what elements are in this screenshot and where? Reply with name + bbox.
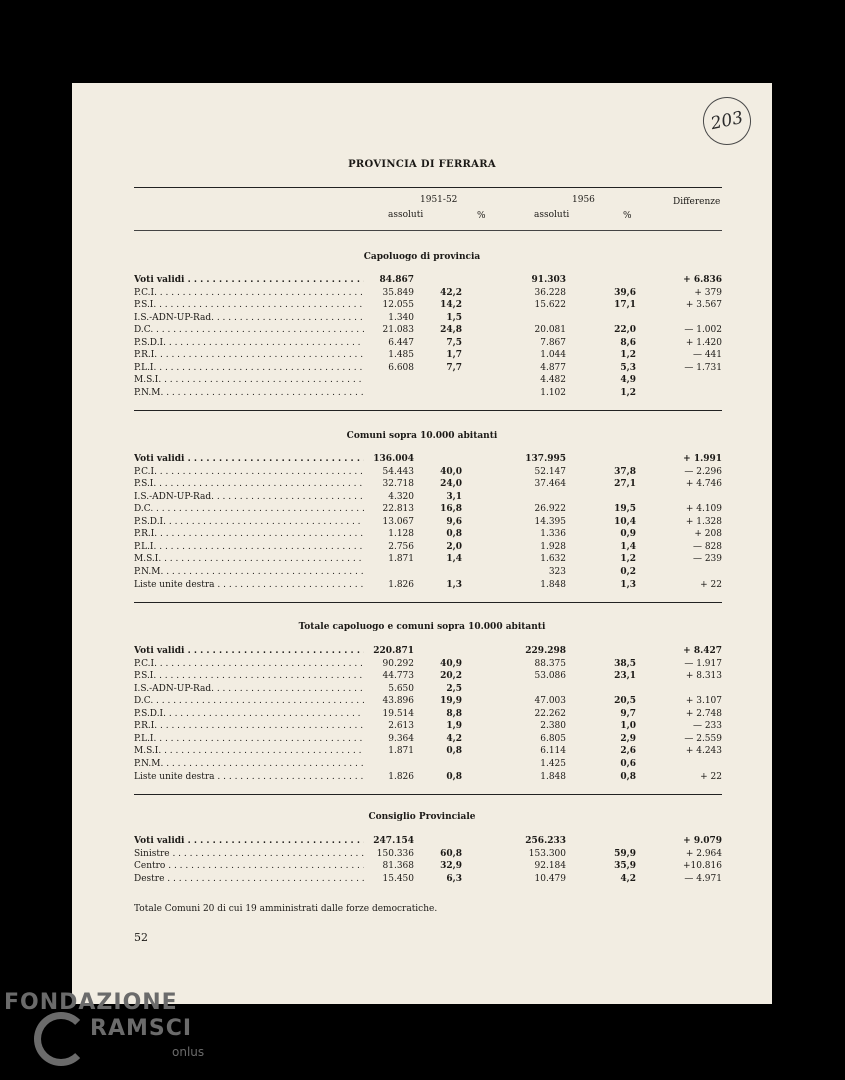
- pct-1956: 10,4: [614, 516, 636, 527]
- pct-1951: 2,0: [446, 541, 462, 552]
- handwritten-page-number: 203: [699, 93, 756, 150]
- row-label: P.C.I. . . .: [134, 287, 364, 299]
- table-row: [134, 324, 722, 336]
- table-row: [134, 503, 722, 515]
- pct-1956: 0,6: [620, 758, 636, 769]
- difference: + 2.748: [685, 708, 722, 719]
- row-label: P.R.I. . . .: [134, 349, 364, 361]
- pct-1951: 1,4: [446, 554, 462, 565]
- votes-1956: 22.262: [534, 708, 566, 719]
- row-label: Voti validi . . .: [134, 274, 364, 286]
- table-row: [134, 466, 722, 478]
- votes-1956: 88.375: [534, 658, 566, 669]
- votes-1951: 54.443: [382, 466, 414, 477]
- votes-1956: 4.877: [540, 362, 566, 373]
- table-row: [134, 478, 722, 490]
- pct-1956: 0,9: [620, 529, 636, 540]
- pct-1956: 20,5: [614, 696, 636, 707]
- pct-1956: 59,9: [614, 848, 636, 859]
- row-label: P.S.I. . . .: [134, 299, 364, 311]
- row-label: P.L.I. . . .: [134, 733, 364, 745]
- pct-1956: 22,0: [614, 325, 636, 336]
- votes-1951: 1.826: [388, 771, 414, 782]
- votes-1956: 14.395: [534, 516, 566, 527]
- difference: + 22: [700, 771, 722, 782]
- pct-1951: 7,5: [446, 337, 462, 348]
- votes-1951: 247.154: [373, 836, 414, 846]
- table-row: [134, 274, 722, 286]
- difference: + 4.243: [685, 746, 722, 757]
- votes-1951: 2.613: [388, 721, 414, 732]
- votes-1951: 220.871: [373, 646, 414, 656]
- votes-1951: 4.320: [388, 491, 414, 502]
- difference: — 1.917: [684, 658, 722, 669]
- difference: + 4.746: [685, 479, 722, 490]
- difference: + 2.964: [685, 848, 722, 859]
- pct-1951: 1,7: [446, 350, 462, 361]
- page-number: 52: [134, 931, 148, 944]
- pct-1951: 6,3: [446, 873, 462, 884]
- votes-1951: 2.756: [388, 541, 414, 552]
- votes-1951: 19.514: [382, 708, 414, 719]
- votes-1951: 1.826: [388, 579, 414, 590]
- votes-1951: 21.083: [382, 325, 414, 336]
- table-row: [134, 733, 722, 745]
- section-rule: [134, 794, 722, 795]
- pct-1956: 4,2: [620, 873, 636, 884]
- table-row: [134, 387, 722, 399]
- row-label: I.S.-ADN-UP-Rad. . . .: [134, 491, 364, 503]
- table-row: [134, 873, 722, 885]
- header-year-1: 1951-52: [420, 195, 458, 205]
- row-label: I.S.-ADN-UP-Rad. . . .: [134, 312, 364, 324]
- row-label: P.S.D.I. . . .: [134, 516, 364, 528]
- votes-1951: 22.813: [382, 504, 414, 515]
- pct-1956: 27,1: [614, 479, 636, 490]
- table-row: [134, 349, 722, 361]
- votes-1956: 1.044: [540, 350, 566, 361]
- pct-1956: 4,9: [620, 375, 636, 386]
- table-row: [134, 860, 722, 872]
- table-row: [134, 287, 722, 299]
- pct-1956: 0,8: [620, 771, 636, 782]
- votes-1951: 6.608: [388, 362, 414, 373]
- difference: — 1.002: [684, 325, 722, 336]
- pct-1951: 1,3: [446, 579, 462, 590]
- pct-1951: 24,8: [440, 325, 462, 336]
- row-label: M.S.I. . . .: [134, 374, 364, 386]
- votes-1956: 256.233: [525, 836, 566, 846]
- votes-1956: 1.102: [540, 387, 566, 398]
- row-label: P.S.D.I. . . .: [134, 337, 364, 349]
- pct-1956: 0,2: [620, 566, 636, 577]
- section-title: Capoluogo di provincia: [363, 252, 481, 262]
- pct-1951: 8,8: [446, 708, 462, 719]
- row-label: Destre . . .: [134, 873, 364, 885]
- difference: + 6.836: [683, 275, 722, 285]
- pct-1956: 1,0: [620, 721, 636, 732]
- votes-1951: 6.447: [388, 337, 414, 348]
- votes-1956: 1.425: [540, 758, 566, 769]
- difference: + 22: [700, 579, 722, 590]
- header-abs-1: assoluti: [388, 210, 424, 220]
- table-row: [134, 745, 722, 757]
- row-label: P.N.M. . . .: [134, 387, 364, 399]
- section-title: Comuni sopra 10.000 abitanti: [346, 431, 498, 441]
- difference: + 1.420: [685, 337, 722, 348]
- table-row: [134, 566, 722, 578]
- logo-line-1: FONDAZIONE: [4, 990, 178, 1015]
- document-page: [72, 83, 772, 1004]
- difference: + 208: [694, 529, 722, 540]
- row-label: P.L.I. . . .: [134, 362, 364, 374]
- pct-1956: 1,2: [620, 387, 636, 398]
- row-label: Liste unite destra . . .: [134, 771, 364, 783]
- table-row: [134, 337, 722, 349]
- row-label: P.S.D.I. . . .: [134, 708, 364, 720]
- votes-1956: 6.805: [540, 733, 566, 744]
- table-row: [134, 553, 722, 565]
- row-label: P.N.M. . . .: [134, 566, 364, 578]
- row-label: Voti validi . . .: [134, 835, 364, 847]
- header-year-2: 1956: [572, 195, 595, 205]
- section-rule: [134, 410, 722, 411]
- table-row: [134, 645, 722, 657]
- votes-1951: 5.650: [388, 683, 414, 694]
- row-label: P.S.I. . . .: [134, 478, 364, 490]
- pct-1956: 5,3: [620, 362, 636, 373]
- pct-1951: 20,2: [440, 671, 462, 682]
- table-row: [134, 374, 722, 386]
- table-row: [134, 835, 722, 847]
- votes-1951: 150.336: [376, 848, 414, 859]
- pct-1951: 0,8: [446, 746, 462, 757]
- pct-1956: 2,6: [620, 746, 636, 757]
- table-row: [134, 453, 722, 465]
- table-row: [134, 528, 722, 540]
- table-row: [134, 312, 722, 324]
- votes-1951: 43.896: [382, 696, 414, 707]
- difference: — 828: [692, 541, 722, 552]
- votes-1956: 1.632: [540, 554, 566, 565]
- pct-1956: 1,2: [620, 554, 636, 565]
- pct-1956: 1,2: [620, 350, 636, 361]
- pct-1956: 35,9: [614, 861, 636, 872]
- votes-1951: 9.364: [388, 733, 414, 744]
- table-row: [134, 670, 722, 682]
- table-row: [134, 771, 722, 783]
- difference: — 4.971: [684, 873, 722, 884]
- votes-1951: 35.849: [382, 287, 414, 298]
- table-row: [134, 299, 722, 311]
- row-label: Centro . . .: [134, 860, 364, 872]
- table-row: [134, 541, 722, 553]
- row-label: P.R.I. . . .: [134, 720, 364, 732]
- row-label: P.R.I. . . .: [134, 528, 364, 540]
- row-label: P.C.I. . . .: [134, 658, 364, 670]
- section-title: Consiglio Provinciale: [368, 812, 476, 822]
- table-row: [134, 516, 722, 528]
- votes-1956: 20.081: [534, 325, 566, 336]
- votes-1951: 12.055: [382, 300, 414, 311]
- votes-1951: 84.867: [379, 275, 414, 285]
- pct-1951: 7,7: [446, 362, 462, 373]
- row-label: P.N.M. . . .: [134, 758, 364, 770]
- header-abs-2: assoluti: [534, 210, 570, 220]
- votes-1951: 1.340: [388, 312, 414, 323]
- votes-1951: 81.368: [382, 861, 414, 872]
- pct-1951: 16,8: [440, 504, 462, 515]
- votes-1956: 10.479: [534, 873, 566, 884]
- votes-1956: 1.848: [540, 771, 566, 782]
- difference: + 9.079: [683, 836, 722, 846]
- difference: — 239: [692, 554, 722, 565]
- row-label: D.C. . . .: [134, 324, 364, 336]
- difference: — 441: [692, 350, 722, 361]
- row-label: Voti validi . . .: [134, 645, 364, 657]
- votes-1956: 47.003: [534, 696, 566, 707]
- row-label: M.S.I. . . .: [134, 745, 364, 757]
- votes-1951: 1.871: [388, 746, 414, 757]
- difference: +10.816: [682, 861, 722, 872]
- pct-1951: 32,9: [440, 861, 462, 872]
- pct-1951: 1,9: [446, 721, 462, 732]
- table-row: [134, 658, 722, 670]
- row-label: P.S.I. . . .: [134, 670, 364, 682]
- pct-1951: 24,0: [440, 479, 462, 490]
- difference: — 2.559: [684, 733, 722, 744]
- difference: + 1.328: [685, 516, 722, 527]
- votes-1951: 1.128: [388, 529, 414, 540]
- difference: + 8.313: [685, 671, 722, 682]
- votes-1956: 153.300: [528, 848, 566, 859]
- table-row: [134, 695, 722, 707]
- pct-1956: 1,4: [620, 541, 636, 552]
- votes-1956: 4.482: [540, 375, 566, 386]
- row-label: Sinistre . . .: [134, 848, 364, 860]
- votes-1951: 90.292: [382, 658, 414, 669]
- header-pct-1: %: [477, 211, 486, 221]
- pct-1956: 17,1: [614, 300, 636, 311]
- table-row: [134, 683, 722, 695]
- table-row: [134, 758, 722, 770]
- pct-1956: 19,5: [614, 504, 636, 515]
- pct-1951: 0,8: [446, 529, 462, 540]
- difference: + 8.427: [683, 646, 722, 656]
- votes-1956: 1.848: [540, 579, 566, 590]
- pct-1956: 37,8: [614, 466, 636, 477]
- votes-1956: 7.867: [540, 337, 566, 348]
- pct-1956: 2,9: [620, 733, 636, 744]
- difference: — 1.731: [684, 362, 722, 373]
- logo-line-2: RAMSCI: [90, 1016, 193, 1041]
- section-title: Totale capoluogo e comuni sopra 10.000 abitanti: [298, 622, 546, 632]
- pct-1951: 60,8: [440, 848, 462, 859]
- row-label: M.S.I. . . .: [134, 553, 364, 565]
- pct-1956: 9,7: [620, 708, 636, 719]
- row-label: I.S.-ADN-UP-Rad. . . .: [134, 683, 364, 695]
- votes-1956: 323: [548, 566, 566, 577]
- pct-1951: 4,2: [446, 733, 462, 744]
- fondazione-gramsci-logo: [4, 990, 224, 1080]
- pct-1951: 2,5: [446, 683, 462, 694]
- votes-1956: 36.228: [534, 287, 566, 298]
- header-bottom-rule: [134, 230, 722, 231]
- pct-1951: 42,2: [440, 287, 462, 298]
- votes-1956: 92.184: [534, 861, 566, 872]
- difference: + 4.109: [685, 504, 722, 515]
- votes-1956: 52.147: [534, 466, 566, 477]
- votes-1956: 91.303: [531, 275, 566, 285]
- votes-1956: 1.928: [540, 541, 566, 552]
- pct-1951: 14,2: [440, 300, 462, 311]
- header-pct-2: %: [623, 211, 632, 221]
- difference: — 2.296: [684, 466, 722, 477]
- difference: + 379: [694, 287, 722, 298]
- pct-1951: 1,5: [446, 312, 462, 323]
- table-row: [134, 491, 722, 503]
- table-row: [134, 708, 722, 720]
- votes-1956: 53.086: [534, 671, 566, 682]
- pct-1956: 1,3: [620, 579, 636, 590]
- pct-1951: 40,0: [440, 466, 462, 477]
- pct-1956: 39,6: [614, 287, 636, 298]
- footnote: Totale Comuni 20 di cui 19 amministrati dalle forze democratiche.: [134, 904, 438, 914]
- table-row: [134, 720, 722, 732]
- logo-g-mark: [34, 1012, 88, 1066]
- votes-1951: 44.773: [382, 671, 414, 682]
- row-label: D.C. . . .: [134, 503, 364, 515]
- votes-1951: 136.004: [373, 454, 414, 464]
- pct-1956: 38,5: [614, 658, 636, 669]
- votes-1956: 15.622: [534, 300, 566, 311]
- votes-1951: 15.450: [382, 873, 414, 884]
- votes-1956: 229.298: [525, 646, 566, 656]
- votes-1951: 32.718: [382, 479, 414, 490]
- row-label: D.C. . . .: [134, 695, 364, 707]
- votes-1956: 26.922: [534, 504, 566, 515]
- votes-1951: 1.485: [388, 350, 414, 361]
- row-label: P.C.I. . . .: [134, 466, 364, 478]
- header-top-rule: [134, 187, 722, 188]
- header-differences: Differenze: [673, 197, 721, 207]
- difference: + 3.107: [685, 696, 722, 707]
- pct-1951: 40,9: [440, 658, 462, 669]
- pct-1956: 23,1: [614, 671, 636, 682]
- difference: + 3.567: [685, 300, 722, 311]
- table-row: [134, 362, 722, 374]
- section-rule: [134, 602, 722, 603]
- pct-1951: 9,6: [446, 516, 462, 527]
- votes-1956: 6.114: [540, 746, 566, 757]
- votes-1951: 13.067: [382, 516, 414, 527]
- table-row: [134, 579, 722, 591]
- votes-1956: 2.380: [540, 721, 566, 732]
- votes-1956: 137.995: [525, 454, 566, 464]
- pct-1951: 0,8: [446, 771, 462, 782]
- row-label: Voti validi . . .: [134, 453, 364, 465]
- votes-1956: 1.336: [540, 529, 566, 540]
- page-title: PROVINCIA DI FERRARA: [348, 159, 496, 170]
- votes-1951: 1.871: [388, 554, 414, 565]
- row-label: P.L.I. . . .: [134, 541, 364, 553]
- difference: + 1.991: [683, 454, 722, 464]
- votes-1956: 37.464: [534, 479, 566, 490]
- difference: — 233: [692, 721, 722, 732]
- row-label: Liste unite destra . . .: [134, 579, 364, 591]
- table-row: [134, 848, 722, 860]
- pct-1956: 8,6: [620, 337, 636, 348]
- pct-1951: 19,9: [440, 696, 462, 707]
- pct-1951: 3,1: [446, 491, 462, 502]
- logo-line-3: onlus: [172, 1045, 205, 1059]
